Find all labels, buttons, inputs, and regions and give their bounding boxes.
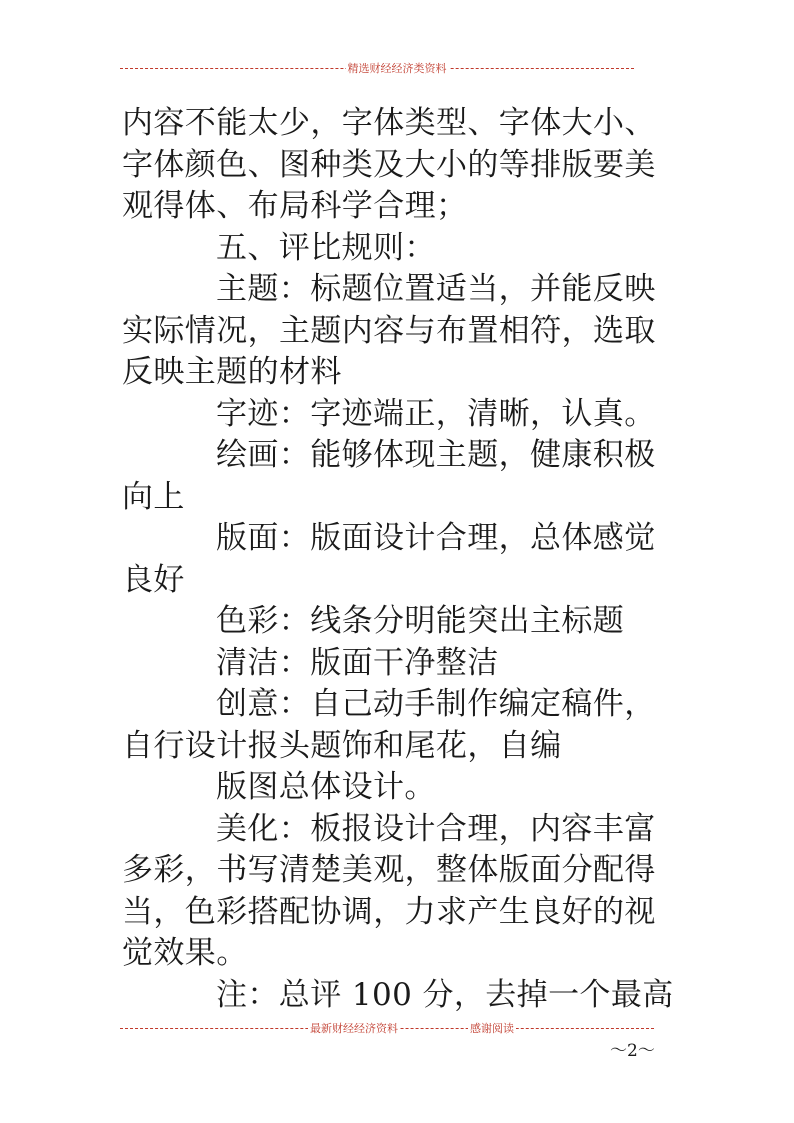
body-line: 版面：版面设计合理，总体感觉 bbox=[216, 520, 656, 556]
body-line: 向上 bbox=[122, 478, 185, 515]
body-line: 当，色彩搭配协调，力求产生良好的视 bbox=[122, 893, 656, 930]
body-line: 良好 bbox=[122, 561, 185, 598]
body-line: 绘画：能够体现主题，健康积极 bbox=[216, 437, 656, 473]
body-line: 注：总评 100 分，去掉一个最高 bbox=[216, 976, 674, 1013]
body-line: 清洁：版面干净整洁 bbox=[216, 644, 499, 681]
footer-left-text: 最新财经经济资料 bbox=[310, 1022, 398, 1035]
body-line: 色彩：线条分明能突出主标题 bbox=[216, 603, 625, 639]
body-line: 多彩，书写清楚美观，整体版面分配得 bbox=[122, 852, 656, 888]
page-number: ～2～ bbox=[610, 1041, 655, 1061]
body-line: 反映主题的材料 bbox=[122, 354, 342, 390]
header-title: 精选财经经济类资料 bbox=[347, 62, 447, 75]
body-line: 内容不能太少，字体类型、字体大小、 bbox=[122, 105, 656, 141]
body-line: 实际情况，主题内容与布置相符，选取 bbox=[122, 312, 656, 349]
body-line: 主题：标题位置适当，并能反映 bbox=[216, 271, 656, 307]
body-line: 字迹：字迹端正，清晰，认真。 bbox=[216, 395, 656, 432]
footer-label bbox=[308, 1020, 516, 1036]
body-line: 观得体、布局科学合理； bbox=[122, 188, 468, 224]
body-line: 觉效果。 bbox=[122, 935, 248, 971]
body-line: 字体颜色、图种类及大小的等排版要美 bbox=[122, 146, 656, 183]
body-line: 美化：板报设计合理，内容丰富 bbox=[216, 810, 656, 847]
document-body bbox=[122, 103, 682, 1016]
body-line: 创意：自己动手制作编定稿件， bbox=[216, 686, 656, 722]
body-line: 版图总体设计。 bbox=[216, 769, 436, 805]
body-line: 五、评比规则： bbox=[216, 229, 436, 266]
body-line: 自行设计报头题饰和尾花，自编 bbox=[122, 727, 562, 764]
footer-right-text: 感谢阅读 bbox=[470, 1022, 514, 1035]
